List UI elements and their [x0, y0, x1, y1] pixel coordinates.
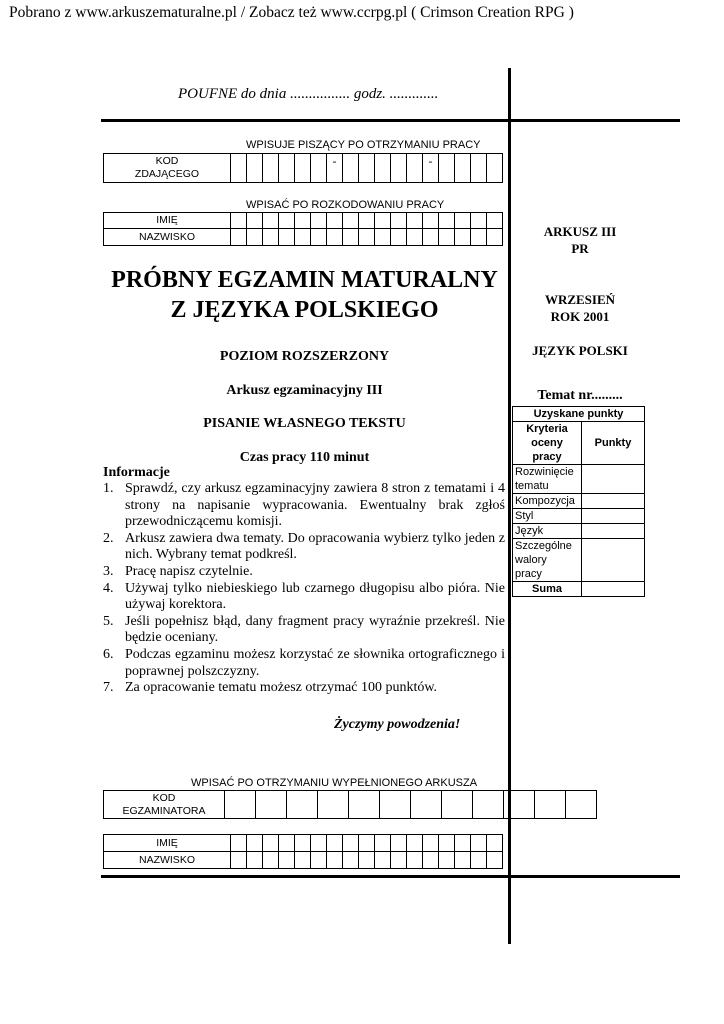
letter-box[interactable]: [311, 229, 327, 246]
time-limit: Czas pracy 110 minut: [239, 450, 370, 465]
points-header: Punkty: [582, 422, 645, 465]
kod-egzaminatora-label-line2: EGZAMINATORA: [122, 804, 206, 817]
letter-box[interactable]: [487, 229, 503, 246]
letter-box[interactable]: [375, 213, 391, 229]
letter-box[interactable]: [407, 213, 423, 229]
criterion-cell: Kompozycja: [513, 494, 582, 509]
letter-box[interactable]: [375, 229, 391, 246]
topic-number: Temat nr.........: [537, 388, 623, 403]
name-grid-bottom: [103, 834, 503, 869]
letter-box[interactable]: [375, 835, 391, 852]
letter-box[interactable]: [295, 852, 311, 869]
nazwisko-label: NAZWISKO: [104, 229, 231, 246]
table-row: [513, 494, 645, 509]
table-row: [513, 465, 645, 494]
letter-box[interactable]: [359, 229, 375, 246]
code-box[interactable]: [487, 154, 503, 183]
kod-egzaminatora-label-line1: KOD: [152, 791, 176, 804]
letter-box[interactable]: [247, 213, 263, 229]
sheet-name: Arkusz egzaminacyjny III: [226, 383, 383, 398]
letter-box[interactable]: [231, 229, 247, 246]
points-cell[interactable]: [582, 465, 645, 494]
letter-box[interactable]: [327, 229, 343, 246]
letter-box[interactable]: [295, 835, 311, 852]
score-header: Uzyskane punkty: [513, 407, 645, 422]
letter-box[interactable]: [455, 213, 471, 229]
sheet-code-line2: PR: [571, 241, 589, 256]
letter-box[interactable]: [439, 835, 455, 852]
letter-box[interactable]: [391, 213, 407, 229]
code-box[interactable]: [225, 791, 256, 819]
criterion-cell: Szczególne walory pracy: [513, 539, 582, 582]
letter-box[interactable]: [295, 229, 311, 246]
sum-cell[interactable]: [582, 582, 645, 597]
level: POZIOM ROZSZERZONY: [219, 349, 390, 364]
list-item: 3. Pracę napisz czytelnie.: [103, 563, 253, 579]
code-box[interactable]: [504, 791, 535, 819]
code-box[interactable]: [471, 154, 487, 183]
letter-box[interactable]: [311, 835, 327, 852]
letter-box[interactable]: [407, 852, 423, 869]
letter-box[interactable]: [247, 835, 263, 852]
code-box[interactable]: [287, 791, 318, 819]
letter-box[interactable]: [391, 835, 407, 852]
letter-box[interactable]: [391, 229, 407, 246]
code-box[interactable]: [349, 791, 380, 819]
kod-egzaminatora-grid: [103, 790, 597, 819]
exam-date: [512, 291, 648, 325]
task-name: PISANIE WŁASNEGO TEKSTU: [203, 416, 406, 431]
code-box[interactable]: [442, 791, 473, 819]
code-box[interactable]: [247, 154, 263, 183]
letter-box[interactable]: [391, 852, 407, 869]
letter-box[interactable]: [359, 213, 375, 229]
code-box[interactable]: [439, 154, 455, 183]
kod-egzaminatora-label: [104, 791, 225, 819]
info-list: [103, 481, 505, 697]
criteria-header: Kryteria oceny pracy: [513, 422, 582, 465]
letter-box[interactable]: [359, 835, 375, 852]
code-box[interactable]: [411, 791, 442, 819]
letter-box[interactable]: [311, 852, 327, 869]
code-box[interactable]: [231, 154, 247, 183]
code-box[interactable]: [535, 791, 566, 819]
confidential-until: POUFNE do dnia ................ godz. .............: [178, 86, 439, 102]
letter-box[interactable]: [455, 835, 471, 852]
imie-label: IMIĘ: [104, 213, 231, 229]
points-cell[interactable]: [582, 539, 645, 582]
letter-box[interactable]: [359, 852, 375, 869]
code-box[interactable]: [375, 154, 391, 183]
letter-box[interactable]: [343, 213, 359, 229]
letter-box[interactable]: [311, 213, 327, 229]
letter-box[interactable]: [423, 852, 439, 869]
criterion-cell: Język: [513, 524, 582, 539]
letter-box[interactable]: [231, 213, 247, 229]
rozkodowanie-caption: WPISAĆ PO ROZKODOWANIU PRACY: [246, 199, 445, 211]
letter-box[interactable]: [439, 229, 455, 246]
code-box[interactable]: [566, 791, 597, 819]
sheet-code: [512, 223, 648, 257]
subject: JĘZYK POLSKI: [532, 343, 628, 358]
table-row: [513, 509, 645, 524]
letter-box[interactable]: [263, 852, 279, 869]
letter-box[interactable]: [295, 213, 311, 229]
criterion-cell: Styl: [513, 509, 582, 524]
letter-box[interactable]: [327, 213, 343, 229]
kod-zdajacego-grid: [103, 153, 503, 183]
code-box[interactable]: [343, 154, 359, 183]
code-box[interactable]: [473, 791, 504, 819]
letter-box[interactable]: [343, 229, 359, 246]
letter-box[interactable]: [327, 835, 343, 852]
code-box[interactable]: [295, 154, 311, 183]
letter-box[interactable]: [279, 852, 295, 869]
letter-box[interactable]: [327, 852, 343, 869]
kod-zdajacego-label-line1: KOD: [155, 155, 179, 167]
letter-box[interactable]: [247, 229, 263, 246]
letter-box[interactable]: [471, 213, 487, 229]
code-separator: -: [423, 154, 439, 183]
code-box[interactable]: [407, 154, 423, 183]
sheet-code-line1: ARKUSZ III: [543, 224, 617, 239]
criterion-cell: Rozwinięcie tematu: [513, 465, 582, 494]
sum-label: Suma: [513, 582, 582, 597]
letter-box[interactable]: [375, 852, 391, 869]
letter-box[interactable]: [471, 229, 487, 246]
nazwisko-label: NAZWISKO: [104, 852, 231, 869]
letter-box[interactable]: [407, 229, 423, 246]
points-cell[interactable]: [582, 494, 645, 509]
code-box[interactable]: [455, 154, 471, 183]
letter-box[interactable]: [263, 213, 279, 229]
exam-date-line1: WRZESIEŃ: [544, 292, 616, 307]
letter-box[interactable]: [423, 835, 439, 852]
list-item: 7. Za opracowanie tematu możesz otrzymać 100 punktów.: [103, 680, 438, 696]
letter-box[interactable]: [343, 835, 359, 852]
letter-box[interactable]: [439, 213, 455, 229]
code-box[interactable]: [263, 154, 279, 183]
exam-title-line1: PRÓBNY EGZAMIN MATURALNY: [111, 267, 498, 293]
points-cell[interactable]: [582, 509, 645, 524]
letter-box[interactable]: [407, 835, 423, 852]
list-item: 6. Podczas egzaminu możesz korzystać ze słownika ortograficznego i poprawnej polszczyzny.: [103, 646, 505, 679]
letter-box[interactable]: [455, 852, 471, 869]
code-box[interactable]: [391, 154, 407, 183]
kod-zdajacego-caption: WPISUJE PISZĄCY PO OTRZYMANIU PRACY: [246, 139, 481, 151]
code-box[interactable]: [279, 154, 295, 183]
letter-box[interactable]: [423, 229, 439, 246]
top-horizontal-rule: [101, 119, 680, 122]
letter-box[interactable]: [471, 852, 487, 869]
code-box[interactable]: [359, 154, 375, 183]
letter-box[interactable]: [279, 835, 295, 852]
code-box[interactable]: [380, 791, 411, 819]
letter-box[interactable]: [455, 229, 471, 246]
letter-box[interactable]: [279, 213, 295, 229]
letter-box[interactable]: [263, 229, 279, 246]
good-luck-wish: Życzymy powodzenia!: [334, 717, 461, 732]
letter-box[interactable]: [247, 852, 263, 869]
letter-box[interactable]: [423, 213, 439, 229]
exam-title: [103, 265, 506, 325]
table-row: [513, 539, 645, 582]
code-box[interactable]: [256, 791, 287, 819]
kod-zdajacego-label: [104, 154, 231, 183]
table-row: [513, 582, 645, 597]
table-row: [513, 524, 645, 539]
exam-title-line2: Z JĘZYKA POLSKIEGO: [170, 297, 439, 323]
score-table: [512, 406, 645, 597]
letter-box[interactable]: [263, 835, 279, 852]
imie-label: IMIĘ: [104, 835, 231, 852]
bottom-horizontal-rule: [101, 875, 680, 878]
list-item: 1. Sprawdź, czy arkusz egzaminacyjny zawiera 8 stron z tematami i 4 strony na napisanie wypracowania. Ewentualny brak zgłoś przewodniczącemu komisji.: [103, 481, 505, 530]
letter-box[interactable]: [487, 835, 503, 852]
list-item: 4. Używaj tylko niebieskiego lub czarnego długopisu albo pióra. Nie używaj korektora.: [103, 580, 505, 613]
list-item: 2. Arkusz zawiera dwa tematy. Do opracowania wybierz tylko jeden z nich. Wybrany temat podkreśl.: [103, 530, 505, 563]
letter-box[interactable]: [231, 852, 247, 869]
exam-date-line2: ROK 2001: [550, 309, 610, 324]
code-box[interactable]: [318, 791, 349, 819]
letter-box[interactable]: [471, 835, 487, 852]
letter-box[interactable]: [439, 852, 455, 869]
kod-zdajacego-label-line2: ZDAJĄCEGO: [134, 168, 200, 180]
points-cell[interactable]: [582, 524, 645, 539]
letter-box[interactable]: [231, 835, 247, 852]
name-grid-top: [103, 212, 503, 246]
letter-box[interactable]: [279, 229, 295, 246]
letter-box[interactable]: [487, 213, 503, 229]
code-separator: -: [327, 154, 343, 183]
letter-box[interactable]: [487, 852, 503, 869]
info-heading: Informacje: [103, 465, 170, 480]
page-header-source: Pobrano z www.arkuszematuralne.pl / Zobacz też www.ccrpg.pl ( Crimson Creation RPG ): [9, 4, 574, 21]
list-item: 5. Jeśli popełnisz błąd, dany fragment pracy wyraźnie przekreśl. Nie będzie oceniany.: [103, 613, 505, 646]
letter-box[interactable]: [343, 852, 359, 869]
kod-egzaminatora-caption: WPISAĆ PO OTRZYMANIU WYPEŁNIONEGO ARKUSZA: [191, 777, 478, 789]
code-box[interactable]: [311, 154, 327, 183]
